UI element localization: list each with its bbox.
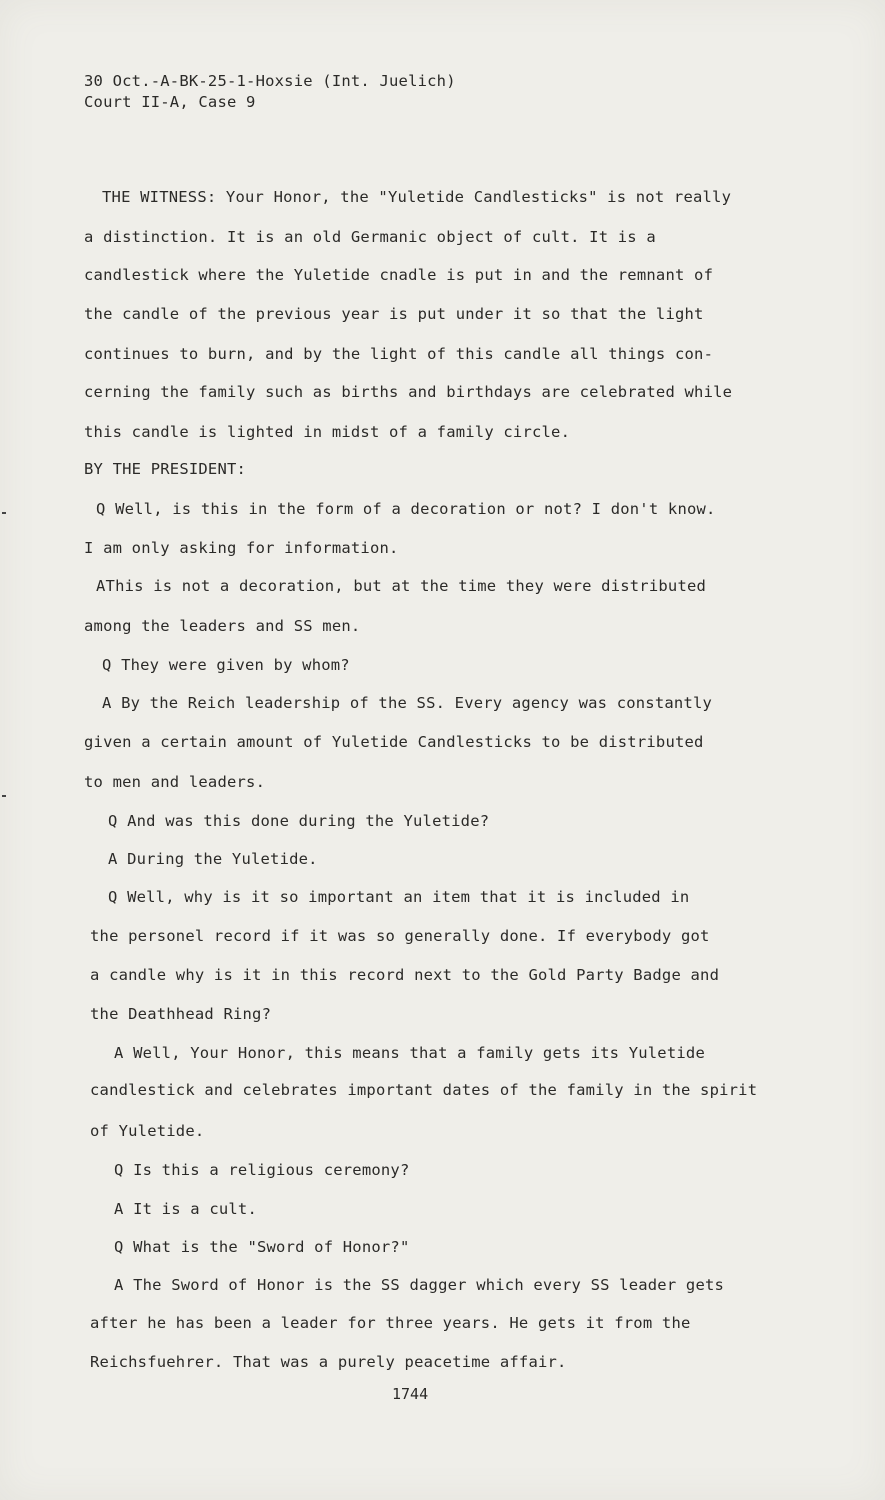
- body-line: the personel record if it was so generally done. If everybody got: [90, 927, 710, 945]
- header-line-2: Court II-A, Case 9: [84, 93, 256, 111]
- question-line: Q What is the "Sword of Honor?": [114, 1238, 410, 1256]
- body-line: candlestick where the Yuletide cnadle is put in and the remnant of: [84, 266, 714, 284]
- body-line: given a certain amount of Yuletide Candlesticks to be distributed: [84, 733, 704, 751]
- answer-line: A Well, Your Honor, this means that a family gets its Yuletide: [114, 1044, 705, 1062]
- body-line: the Deathhead Ring?: [90, 1005, 272, 1023]
- header-line-1: 30 Oct.-A-BK-25-1-Hoxsie (Int. Juelich): [84, 72, 456, 90]
- body-line: continues to burn, and by the light of this candle all things con-: [84, 345, 714, 363]
- body-line: this candle is lighted in midst of a family circle.: [84, 423, 571, 441]
- question-line: Q Well, why is it so important an item that it is included in: [108, 888, 690, 906]
- body-line: I am only asking for information.: [84, 539, 399, 557]
- body-line: of Yuletide.: [90, 1122, 205, 1140]
- section-heading: BY THE PRESIDENT:: [84, 460, 247, 478]
- question-line: Q And was this done during the Yuletide?: [108, 812, 490, 830]
- body-line: a candle why is it in this record next to the Gold Party Badge and: [90, 966, 720, 984]
- question-line: Q They were given by whom?: [102, 656, 350, 674]
- body-line: Reichsfuehrer. That was a purely peacetime affair.: [90, 1353, 567, 1371]
- edge-mark: [2, 512, 6, 514]
- edge-mark: [2, 795, 6, 797]
- answer-line: A By the Reich leadership of the SS. Every agency was constantly: [102, 694, 713, 712]
- body-line: candlestick and celebrates important dates of the family in the spirit: [90, 1081, 758, 1099]
- question-line: Q Well, is this in the form of a decoration or not? I don't know.: [96, 500, 716, 518]
- question-line: Q Is this a religious ceremony?: [114, 1161, 410, 1179]
- body-line: to men and leaders.: [84, 773, 266, 791]
- body-line: a distinction. It is an old Germanic object of cult. It is a: [84, 228, 656, 246]
- body-line: cerning the family such as births and birthdays are celebrated while: [84, 383, 733, 401]
- answer-line: A During the Yuletide.: [108, 850, 318, 868]
- body-line: after he has been a leader for three years. He gets it from the: [90, 1314, 691, 1332]
- answer-line: A It is a cult.: [114, 1200, 257, 1218]
- body-line: the candle of the previous year is put under it so that the light: [84, 305, 704, 323]
- answer-line: AThis is not a decoration, but at the time they were distributed: [96, 577, 707, 595]
- page-number: 1744: [392, 1385, 429, 1403]
- body-line: THE WITNESS: Your Honor, the "Yuletide Candlesticks" is not really: [102, 188, 732, 206]
- answer-line: A The Sword of Honor is the SS dagger which every SS leader gets: [114, 1276, 725, 1294]
- body-line: among the leaders and SS men.: [84, 617, 361, 635]
